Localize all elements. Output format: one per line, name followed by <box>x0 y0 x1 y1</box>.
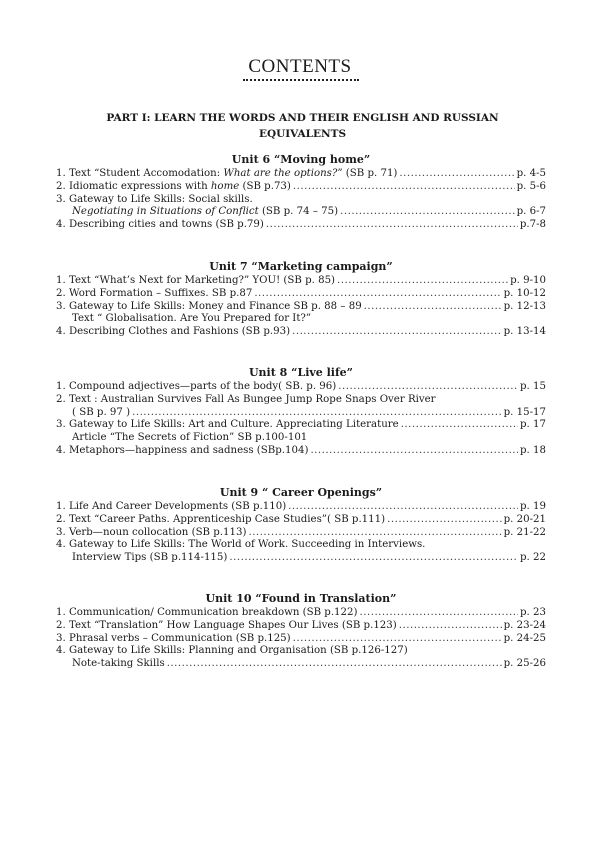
dot-leader <box>254 288 501 301</box>
toc-entry[interactable]: Note-taking Skills ..... p. 25-26 <box>56 658 546 671</box>
unit-10-section <box>56 592 546 671</box>
unit-9-section <box>56 486 546 565</box>
title-dotted-underline <box>243 79 359 81</box>
page-number: p. 20-21 <box>503 513 546 525</box>
page-title: CONTENTS <box>248 56 352 77</box>
toc-entry[interactable]: 4. Describing cities and towns (SB p.79) ..... p.7-8 <box>56 219 546 232</box>
dot-leader <box>293 181 515 194</box>
toc-entry-text: 4. Gateway to Life Skills: The World of Work. Succeeding in Interviews. <box>56 539 426 551</box>
toc-entry[interactable]: 3. Gateway to Life Skills: Money and Finance SB p. 88 – 89 ..... p. 12-13 <box>56 301 546 314</box>
toc-entry[interactable]: 1. Text “What’s Next for Marketing?” YOU! (SB p. 85) ..... p. 9-10 <box>56 275 546 288</box>
toc-entry[interactable]: 4. Describing Clothes and Fashions (SB p.93) ..... p. 13-14 <box>56 326 546 339</box>
unit-7-section <box>56 260 546 339</box>
toc-entry[interactable]: Interview Tips (SB p.114-115) ..... p. 22 <box>56 552 546 565</box>
toc-entry-text: 3. Gateway to Life Skills: Social skills. <box>56 193 253 205</box>
dot-leader <box>293 633 502 646</box>
toc-entry[interactable]: 2. Text “Translation” How Language Shapes Our Lives (SB p.123) ..... p. 23-24 <box>56 620 546 633</box>
toc-entry[interactable]: 3. Verb—noun collocation (SB p.113) ..... p. 21-22 <box>56 527 546 540</box>
dot-leader <box>310 445 518 458</box>
page-number: p. 24-25 <box>503 632 546 644</box>
dot-leader <box>288 501 518 514</box>
toc-entry[interactable]: 1. Communication/ Communication breakdown (SB p.122) ..... p. 23 <box>56 607 546 620</box>
page-number: p. 17 <box>520 419 546 431</box>
unit-6-section <box>56 153 546 232</box>
page-number: p.7-8 <box>519 219 546 231</box>
toc-entry[interactable]: 4. Metaphors—happiness and sadness (SBp.104) ..... p. 18 <box>56 445 546 458</box>
toc-entry[interactable]: 1. Text “Student Accomodation: What are the options?” (SB p. 71) ..... p. 4-5 <box>56 168 546 181</box>
unit-title: Unit 6 “Moving home” <box>231 153 371 166</box>
page-number: p. 22 <box>520 552 546 564</box>
unit-title: Unit 10 “Found in Translation” <box>205 592 397 605</box>
unit-title: Unit 7 “Marketing campaign” <box>209 260 393 273</box>
dot-leader <box>340 206 514 219</box>
page-number: p. 15 <box>520 381 546 392</box>
page-number: p. 6-7 <box>516 206 546 218</box>
unit-8-section <box>56 366 546 458</box>
dot-leader <box>167 658 502 671</box>
toc-entry[interactable]: Negotiating in Situations of Conflict (SB p. 74 – 75) ..... p. 6-7 <box>56 206 546 219</box>
toc-entry[interactable]: 2. Idiomatic expressions with home (SB p.73) ..... p. 5-6 <box>56 181 546 194</box>
dot-leader <box>292 326 502 339</box>
toc-entry[interactable]: 2. Text “Career Paths. Apprenticeship Case Studies”( SB p.111) ..... p. 20-21 <box>56 514 546 527</box>
toc-entry[interactable]: 1. Life And Career Developments (SB p.110) ..... p. 19 <box>56 501 546 514</box>
dot-leader <box>132 407 502 420</box>
toc-entry-text: Article “The Secrets of Fiction” SB p.100-101 <box>72 432 308 444</box>
toc-entry-text: Text “ Globalisation. Are You Prepared for It?” <box>72 313 312 325</box>
page-number: p. 25-26 <box>503 658 546 670</box>
page-number: p. 19 <box>520 501 546 512</box>
page-number: p. 13-14 <box>503 326 546 338</box>
dot-leader <box>364 301 502 314</box>
page-number: p. 10-12 <box>503 287 546 299</box>
dot-leader <box>229 552 518 565</box>
page-number: p. 18 <box>520 444 546 456</box>
unit-title: Unit 9 “ Career Openings” <box>219 486 383 499</box>
toc-entry[interactable]: ( SB p. 97 ) ..... p. 15-17 <box>56 407 546 420</box>
dot-leader <box>399 620 502 633</box>
unit-title: Unit 8 “Live life” <box>248 366 354 379</box>
page-number: p. 5-6 <box>516 180 546 192</box>
page-number: p. 23 <box>520 607 546 618</box>
dot-leader <box>399 168 514 181</box>
page-number: p. 15-17 <box>503 406 546 418</box>
page-number: p. 21-22 <box>503 526 546 538</box>
dot-leader <box>401 419 518 432</box>
dot-leader <box>338 381 518 394</box>
dot-leader <box>266 219 518 232</box>
toc-entry[interactable]: 1. Compound adjectives—parts of the body( SB. p. 96) ..... p. 15 <box>56 381 546 394</box>
page-number: p. 9-10 <box>510 275 546 286</box>
toc-entry-text: 4. Gateway to Life Skills: Planning and Organisation (SB p.126-127) <box>56 645 408 657</box>
dot-leader <box>248 527 501 540</box>
dot-leader <box>359 607 518 620</box>
dot-leader <box>337 275 508 288</box>
toc-entry[interactable]: 3. Phrasal verbs – Communication (SB p.125) ..... p. 24-25 <box>56 633 546 646</box>
toc-entry[interactable]: 2. Word Formation – Suffixes. SB p.87 ..... p. 10-12 <box>56 288 546 301</box>
page-number: p. 12-13 <box>503 300 546 312</box>
dot-leader <box>387 514 502 527</box>
toc-entry-text: 2. Text : Australian Survives Fall As Bungee Jump Rope Snaps Over River <box>56 393 436 405</box>
page-number: p. 23-24 <box>503 619 546 631</box>
page-number: p. 4-5 <box>516 168 546 179</box>
part-heading: PART I: LEARN THE WORDS AND THEIR ENGLISH AND RUSSIAN EQUIVALENTS <box>106 112 499 140</box>
toc-entry[interactable]: 3. Gateway to Life Skills: Art and Culture. Appreciating Literature ..... p. 17 <box>56 419 546 432</box>
